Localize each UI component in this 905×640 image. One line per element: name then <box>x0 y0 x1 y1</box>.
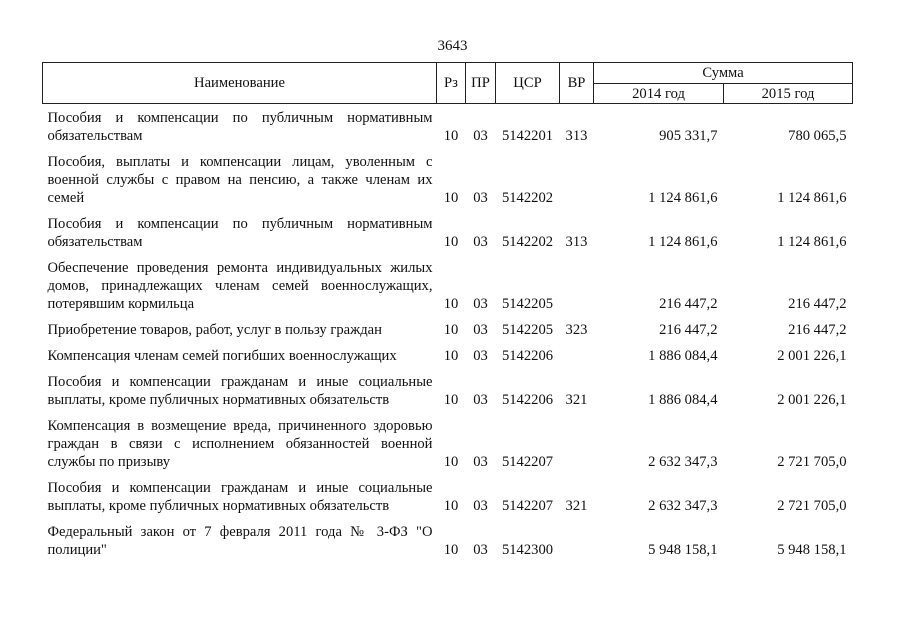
row-pr: 03 <box>473 348 488 364</box>
row-pr: 03 <box>473 128 488 144</box>
row-vr: 313 <box>565 128 588 144</box>
row-rz: 10 <box>443 322 459 338</box>
header-csr: ЦСР <box>496 63 560 104</box>
row-sum-2014: 5 948 158,1 <box>648 542 718 558</box>
row-name: Приобретение товаров, работ, услуг в пользу граждан <box>47 322 382 338</box>
row-csr: 5142206 <box>501 348 554 364</box>
row-vr <box>560 259 594 321</box>
row-sum-2014: 1 124 861,6 <box>648 234 718 250</box>
row-rz: 10 <box>443 454 459 470</box>
row-sum-2014: 216 447,2 <box>659 296 718 312</box>
row-name: Компенсация членам семей погибших военнослужащих <box>47 348 397 364</box>
page-number: 3643 <box>437 38 468 54</box>
row-sum-2015: 1 124 861,6 <box>777 190 847 206</box>
row-sum-2014: 1 124 861,6 <box>648 190 718 206</box>
header-year-2014: 2014 год <box>594 84 724 104</box>
row-sum-2015: 780 065,5 <box>788 128 847 144</box>
row-pr: 03 <box>473 542 488 558</box>
row-name: Обеспечение проведения ремонта индивидуальных жилых домов, принадлежащих членам семей военнослужащих, потерявшим кормильца <box>47 260 433 312</box>
row-sum-2014: 2 632 347,3 <box>648 498 718 514</box>
row-sum-2014: 216 447,2 <box>659 322 718 338</box>
table-body <box>43 104 853 568</box>
row-csr: 5142205 <box>501 296 554 312</box>
row-sum-2014: 1 886 084,4 <box>648 348 718 364</box>
row-sum-2014: 905 331,7 <box>659 128 718 144</box>
row-vr: 313 <box>565 234 588 250</box>
row-sum-2015: 5 948 158,1 <box>777 542 847 558</box>
row-vr: 321 <box>565 392 588 408</box>
row-rz: 10 <box>443 234 459 250</box>
row-pr: 03 <box>473 190 488 206</box>
header-sum: Сумма <box>594 63 853 84</box>
row-vr: 323 <box>565 322 588 338</box>
row-csr: 5142202 <box>501 190 554 206</box>
budget-table <box>42 62 853 567</box>
table-row <box>43 153 853 215</box>
row-rz: 10 <box>443 392 459 408</box>
row-vr <box>560 153 594 215</box>
row-pr: 03 <box>473 296 488 312</box>
row-csr: 5142205 <box>501 322 554 338</box>
row-name: Пособия, выплаты и компенсации лицам, уволенным с военной службы с правом на пенсию, а также членам их семей <box>47 154 433 206</box>
row-sum-2015: 2 721 705,0 <box>777 454 847 470</box>
row-pr: 03 <box>473 234 488 250</box>
row-sum-2015: 216 447,2 <box>788 296 847 312</box>
row-csr: 5142201 <box>501 128 554 144</box>
table-row <box>43 347 853 373</box>
row-csr: 5142206 <box>501 392 554 408</box>
table-row <box>43 321 853 347</box>
row-sum-2014: 1 886 084,4 <box>648 392 718 408</box>
row-name: Федеральный закон от 7 февраля 2011 года № 3-ФЗ "О полиции" <box>47 524 433 558</box>
table-row <box>43 523 853 567</box>
row-pr: 03 <box>473 454 488 470</box>
row-name: Пособия и компенсации по публичным нормативным обязательствам <box>47 216 433 250</box>
row-vr <box>560 417 594 479</box>
row-pr: 03 <box>473 392 488 408</box>
row-rz: 10 <box>443 542 459 558</box>
table-row <box>43 104 853 154</box>
row-name: Пособия и компенсации гражданам и иные социальные выплаты, кроме публичных нормативных обязательств <box>47 374 433 408</box>
row-csr: 5142207 <box>501 498 554 514</box>
table-row <box>43 417 853 479</box>
row-pr: 03 <box>473 498 488 514</box>
row-pr: 03 <box>473 322 488 338</box>
row-name: Пособия и компенсации гражданам и иные социальные выплаты, кроме публичных нормативных обязательств <box>47 480 433 514</box>
row-sum-2015: 216 447,2 <box>788 322 847 338</box>
header-year-2015: 2015 год <box>724 84 853 104</box>
row-rz: 10 <box>443 348 459 364</box>
row-vr: 321 <box>565 498 588 514</box>
row-csr: 5142202 <box>501 234 554 250</box>
row-csr: 5142207 <box>501 454 554 470</box>
row-sum-2015: 2 001 226,1 <box>777 392 847 408</box>
row-csr: 5142300 <box>501 542 554 558</box>
row-vr <box>560 347 594 373</box>
row-name: Компенсация в возмещение вреда, причиненного здоровью граждан в связи с исполнением обязанностей военной службы по призыву <box>47 418 433 470</box>
header-pr: ПР <box>466 63 496 104</box>
table-row <box>43 479 853 523</box>
row-sum-2015: 1 124 861,6 <box>777 234 847 250</box>
row-rz: 10 <box>443 498 459 514</box>
table-row <box>43 259 853 321</box>
row-name: Пособия и компенсации по публичным нормативным обязательствам <box>47 110 433 144</box>
row-sum-2015: 2 001 226,1 <box>777 348 847 364</box>
row-rz: 10 <box>443 190 459 206</box>
row-sum-2014: 2 632 347,3 <box>648 454 718 470</box>
header-name: Наименование <box>43 63 437 104</box>
row-sum-2015: 2 721 705,0 <box>777 498 847 514</box>
header-vr: ВР <box>560 63 594 104</box>
header-rz: Рз <box>437 63 466 104</box>
row-vr <box>560 523 594 567</box>
table-row <box>43 215 853 259</box>
table-row <box>43 373 853 417</box>
table-header <box>43 63 853 104</box>
row-rz: 10 <box>443 296 459 312</box>
row-rz: 10 <box>443 128 459 144</box>
